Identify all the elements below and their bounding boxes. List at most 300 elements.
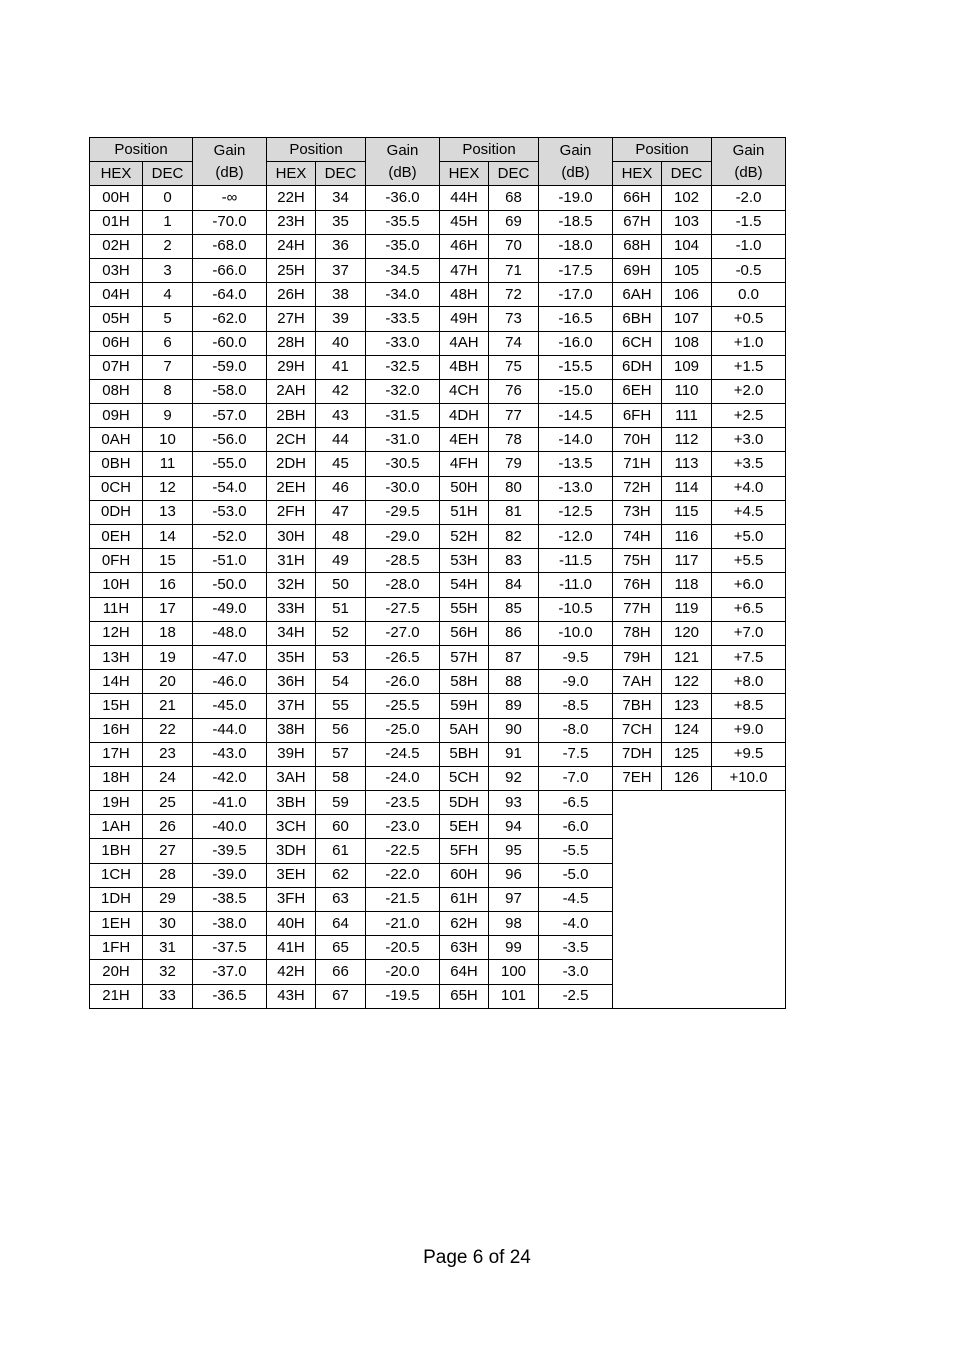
cell-gain: +8.5 [712,694,786,718]
cell-hex: 00H [90,186,143,210]
cell-gain: -64.0 [193,283,267,307]
cell-hex: 1CH [90,863,143,887]
cell-dec: 5 [143,307,193,331]
cell-hex: 58H [440,670,489,694]
cell-dec: 47 [316,500,366,524]
cell-hex: 10H [90,573,143,597]
cell-hex: 11H [90,597,143,621]
cell-hex: 12H [90,621,143,645]
cell-gain: -34.0 [366,283,440,307]
cell-hex: 71H [613,452,662,476]
cell-dec: 20 [143,670,193,694]
cell-gain: -3.5 [539,936,613,960]
cell-dec: 66 [316,960,366,984]
table-row [90,476,786,500]
cell-dec: 107 [662,307,712,331]
cell-dec: 42 [316,379,366,403]
cell-dec: 99 [489,936,539,960]
cell-dec: 27 [143,839,193,863]
cell-gain: -34.5 [366,258,440,282]
cell-hex: 54H [440,573,489,597]
cell-hex: 6CH [613,331,662,355]
cell-dec: 81 [489,500,539,524]
cell-gain: -5.5 [539,839,613,863]
cell-dec: 87 [489,645,539,669]
cell-gain: -1.0 [712,234,786,258]
cell-dec: 52 [316,621,366,645]
cell-gain: -12.0 [539,525,613,549]
cell-gain: -6.5 [539,791,613,815]
cell-dec: 11 [143,452,193,476]
cell-dec: 44 [316,428,366,452]
cell-gain: 0.0 [712,283,786,307]
cell-dec: 32 [143,960,193,984]
cell-hex: 75H [613,549,662,573]
cell-hex: 7DH [613,742,662,766]
dec-header: DEC [316,162,366,186]
cell-dec: 114 [662,476,712,500]
cell-dec: 18 [143,621,193,645]
cell-hex: 45H [440,210,489,234]
cell-hex: 19H [90,791,143,815]
cell-gain: -2.0 [712,186,786,210]
cell-dec: 82 [489,525,539,549]
cell-gain: +1.0 [712,331,786,355]
cell-hex: 48H [440,283,489,307]
cell-gain: -51.0 [193,549,267,573]
cell-dec: 67 [316,984,366,1008]
cell-dec: 73 [489,307,539,331]
cell-gain: -11.5 [539,549,613,573]
cell-hex: 06H [90,331,143,355]
gain-label: Gain [213,141,246,159]
cell-dec: 95 [489,839,539,863]
cell-hex: 77H [613,597,662,621]
cell-hex: 40H [267,912,316,936]
cell-gain: -58.0 [193,379,267,403]
cell-dec: 25 [143,791,193,815]
cell-dec: 30 [143,912,193,936]
cell-gain: -45.0 [193,694,267,718]
cell-gain: -20.0 [366,960,440,984]
cell-dec: 77 [489,404,539,428]
cell-dec: 41 [316,355,366,379]
cell-dec: 86 [489,621,539,645]
cell-hex: 39H [267,742,316,766]
cell-gain: +9.0 [712,718,786,742]
cell-hex: 64H [440,960,489,984]
cell-gain: +5.5 [712,549,786,573]
cell-hex: 2EH [267,476,316,500]
cell-dec: 58 [316,766,366,790]
cell-gain: -18.5 [539,210,613,234]
cell-gain: -17.5 [539,258,613,282]
cell-hex: 4EH [440,428,489,452]
cell-dec: 112 [662,428,712,452]
cell-dec: 33 [143,984,193,1008]
table-row [90,331,786,355]
cell-hex: 61H [440,887,489,911]
cell-gain: -68.0 [193,234,267,258]
cell-dec: 101 [489,984,539,1008]
table-row [90,283,786,307]
hex-header: HEX [613,162,662,186]
cell-hex: 51H [440,500,489,524]
cell-dec: 10 [143,428,193,452]
table-row [90,379,786,403]
cell-gain: -15.5 [539,355,613,379]
cell-gain: -60.0 [193,331,267,355]
hex-header: HEX [90,162,143,186]
table-body [90,186,786,1008]
gain-unit: (dB) [734,163,763,181]
cell-gain: -41.0 [193,791,267,815]
cell-dec: 63 [316,887,366,911]
cell-hex: 33H [267,597,316,621]
cell-dec: 21 [143,694,193,718]
cell-hex: 5AH [440,718,489,742]
cell-gain: +2.0 [712,379,786,403]
cell-gain: -52.0 [193,525,267,549]
cell-gain: -57.0 [193,404,267,428]
cell-dec: 119 [662,597,712,621]
cell-dec: 19 [143,645,193,669]
cell-hex: 08H [90,379,143,403]
cell-hex: 3DH [267,839,316,863]
cell-gain: -5.0 [539,863,613,887]
cell-hex: 23H [267,210,316,234]
gain-label: Gain [559,141,592,159]
cell-hex: 68H [613,234,662,258]
cell-dec: 8 [143,379,193,403]
cell-gain: -19.0 [539,186,613,210]
cell-gain: -50.0 [193,573,267,597]
gain-header [539,138,613,186]
table-row [90,621,786,645]
cell-hex: 1AH [90,815,143,839]
cell-gain: -29.5 [366,500,440,524]
cell-hex: 04H [90,283,143,307]
cell-gain: -53.0 [193,500,267,524]
cell-dec: 72 [489,283,539,307]
cell-dec: 69 [489,210,539,234]
cell-hex: 1FH [90,936,143,960]
cell-gain: +6.0 [712,573,786,597]
cell-dec: 43 [316,404,366,428]
gain-unit: (dB) [215,163,244,181]
gain-header [193,138,267,186]
cell-hex: 21H [90,984,143,1008]
cell-hex: 0FH [90,549,143,573]
cell-gain: -9.0 [539,670,613,694]
cell-dec: 38 [316,283,366,307]
cell-hex: 14H [90,670,143,694]
page-number: Page 6 of 24 [423,1247,531,1268]
cell-hex: 43H [267,984,316,1008]
table-row [90,645,786,669]
cell-dec: 85 [489,597,539,621]
cell-gain: -35.5 [366,210,440,234]
cell-dec: 4 [143,283,193,307]
table-row [90,355,786,379]
cell-dec: 115 [662,500,712,524]
cell-dec: 6 [143,331,193,355]
cell-hex: 28H [267,331,316,355]
table-row [90,186,786,210]
cell-hex: 15H [90,694,143,718]
cell-dec: 53 [316,645,366,669]
cell-dec: 59 [316,791,366,815]
cell-dec: 83 [489,549,539,573]
cell-dec: 84 [489,573,539,597]
cell-dec: 48 [316,525,366,549]
cell-gain: -59.0 [193,355,267,379]
cell-gain: +10.0 [712,766,786,790]
cell-hex: 1DH [90,887,143,911]
cell-dec: 9 [143,404,193,428]
cell-hex: 5CH [440,766,489,790]
cell-dec: 111 [662,404,712,428]
cell-dec: 2 [143,234,193,258]
cell-dec: 24 [143,766,193,790]
cell-gain: -31.5 [366,404,440,428]
cell-gain: -0.5 [712,258,786,282]
cell-hex: 3CH [267,815,316,839]
cell-hex: 78H [613,621,662,645]
cell-gain: -25.0 [366,718,440,742]
cell-gain: +5.0 [712,525,786,549]
cell-hex: 18H [90,766,143,790]
cell-gain: +7.0 [712,621,786,645]
cell-dec: 74 [489,331,539,355]
cell-dec: 35 [316,210,366,234]
cell-hex: 41H [267,936,316,960]
cell-dec: 126 [662,766,712,790]
table-row [90,452,786,476]
cell-hex: 16H [90,718,143,742]
cell-dec: 76 [489,379,539,403]
cell-dec: 51 [316,597,366,621]
cell-hex: 0EH [90,525,143,549]
cell-gain: +6.5 [712,597,786,621]
cell-gain: -16.0 [539,331,613,355]
cell-gain: -1.5 [712,210,786,234]
cell-dec: 36 [316,234,366,258]
cell-dec: 49 [316,549,366,573]
cell-dec: 71 [489,258,539,282]
cell-dec: 45 [316,452,366,476]
cell-gain: -13.5 [539,452,613,476]
cell-dec: 34 [316,186,366,210]
cell-hex: 2BH [267,404,316,428]
cell-dec: 97 [489,887,539,911]
cell-dec: 103 [662,210,712,234]
cell-gain: -19.5 [366,984,440,1008]
table-row [90,525,786,549]
cell-hex: 52H [440,525,489,549]
cell-dec: 98 [489,912,539,936]
cell-gain: -23.0 [366,815,440,839]
cell-hex: 7EH [613,766,662,790]
cell-dec: 68 [489,186,539,210]
cell-hex: 5EH [440,815,489,839]
hex-header: HEX [440,162,489,186]
cell-gain: +9.5 [712,742,786,766]
cell-gain: +4.5 [712,500,786,524]
table-row [90,234,786,258]
cell-dec: 23 [143,742,193,766]
cell-dec: 64 [316,912,366,936]
cell-gain: +7.5 [712,645,786,669]
cell-gain: -16.5 [539,307,613,331]
cell-gain: -70.0 [193,210,267,234]
cell-hex: 49H [440,307,489,331]
cell-dec: 46 [316,476,366,500]
cell-dec: 117 [662,549,712,573]
cell-dec: 104 [662,234,712,258]
cell-gain: +3.5 [712,452,786,476]
cell-dec: 113 [662,452,712,476]
cell-dec: 22 [143,718,193,742]
cell-hex: 07H [90,355,143,379]
cell-hex: 72H [613,476,662,500]
cell-gain: -21.5 [366,887,440,911]
cell-dec: 39 [316,307,366,331]
table-row [90,694,786,718]
cell-hex: 36H [267,670,316,694]
cell-dec: 57 [316,742,366,766]
cell-hex: 50H [440,476,489,500]
cell-gain: -22.5 [366,839,440,863]
cell-gain: -55.0 [193,452,267,476]
cell-hex: 5BH [440,742,489,766]
table-row [90,718,786,742]
cell-dec: 109 [662,355,712,379]
cell-dec: 123 [662,694,712,718]
cell-gain: -7.0 [539,766,613,790]
cell-hex: 3EH [267,863,316,887]
cell-gain: -24.5 [366,742,440,766]
cell-hex: 30H [267,525,316,549]
cell-hex: 7AH [613,670,662,694]
cell-dec: 12 [143,476,193,500]
cell-hex: 03H [90,258,143,282]
cell-dec: 120 [662,621,712,645]
cell-dec: 80 [489,476,539,500]
cell-hex: 42H [267,960,316,984]
cell-dec: 3 [143,258,193,282]
cell-hex: 3AH [267,766,316,790]
cell-gain: -33.5 [366,307,440,331]
cell-gain: -27.0 [366,621,440,645]
cell-gain: -29.0 [366,525,440,549]
cell-dec: 31 [143,936,193,960]
cell-gain: -56.0 [193,428,267,452]
cell-gain: -15.0 [539,379,613,403]
cell-gain: -31.0 [366,428,440,452]
cell-dec: 121 [662,645,712,669]
cell-gain: -46.0 [193,670,267,694]
cell-dec: 108 [662,331,712,355]
cell-hex: 7BH [613,694,662,718]
cell-hex: 22H [267,186,316,210]
cell-hex: 2DH [267,452,316,476]
gain-table [89,137,786,1009]
cell-dec: 56 [316,718,366,742]
cell-gain: -4.5 [539,887,613,911]
cell-hex: 59H [440,694,489,718]
table-row [90,597,786,621]
cell-hex: 5DH [440,791,489,815]
cell-hex: 56H [440,621,489,645]
cell-dec: 54 [316,670,366,694]
gain-label: Gain [386,141,419,159]
cell-hex: 31H [267,549,316,573]
cell-hex: 65H [440,984,489,1008]
cell-hex: 37H [267,694,316,718]
cell-gain: +2.5 [712,404,786,428]
cell-hex: 66H [613,186,662,210]
cell-hex: 55H [440,597,489,621]
cell-hex: 5FH [440,839,489,863]
gain-header [712,138,786,186]
cell-hex: 29H [267,355,316,379]
cell-hex: 0BH [90,452,143,476]
cell-hex: 4AH [440,331,489,355]
cell-dec: 102 [662,186,712,210]
cell-gain: -30.0 [366,476,440,500]
dec-header: DEC [143,162,193,186]
cell-gain: -26.0 [366,670,440,694]
cell-hex: 2AH [267,379,316,403]
cell-dec: 94 [489,815,539,839]
cell-gain: -2.5 [539,984,613,1008]
table-row [90,404,786,428]
cell-gain: -38.5 [193,887,267,911]
cell-gain: -∞ [193,186,267,210]
cell-gain: -13.0 [539,476,613,500]
table-row [90,258,786,282]
cell-dec: 60 [316,815,366,839]
header-row-top [90,138,786,162]
cell-hex: 0AH [90,428,143,452]
table-row [90,766,786,790]
cell-hex: 67H [613,210,662,234]
cell-gain: -32.0 [366,379,440,403]
cell-hex: 2FH [267,500,316,524]
position-header: Position [613,138,712,162]
cell-dec: 29 [143,887,193,911]
cell-hex: 6FH [613,404,662,428]
cell-gain: -32.5 [366,355,440,379]
cell-gain: +1.5 [712,355,786,379]
cell-dec: 88 [489,670,539,694]
cell-gain: +3.0 [712,428,786,452]
cell-hex: 09H [90,404,143,428]
cell-gain: -28.5 [366,549,440,573]
cell-gain: -7.5 [539,742,613,766]
dec-header: DEC [489,162,539,186]
cell-hex: 0DH [90,500,143,524]
cell-gain: -48.0 [193,621,267,645]
cell-dec: 118 [662,573,712,597]
cell-gain: -28.0 [366,573,440,597]
cell-hex: 73H [613,500,662,524]
cell-dec: 122 [662,670,712,694]
cell-dec: 96 [489,863,539,887]
cell-gain: -4.0 [539,912,613,936]
hex-header: HEX [267,162,316,186]
